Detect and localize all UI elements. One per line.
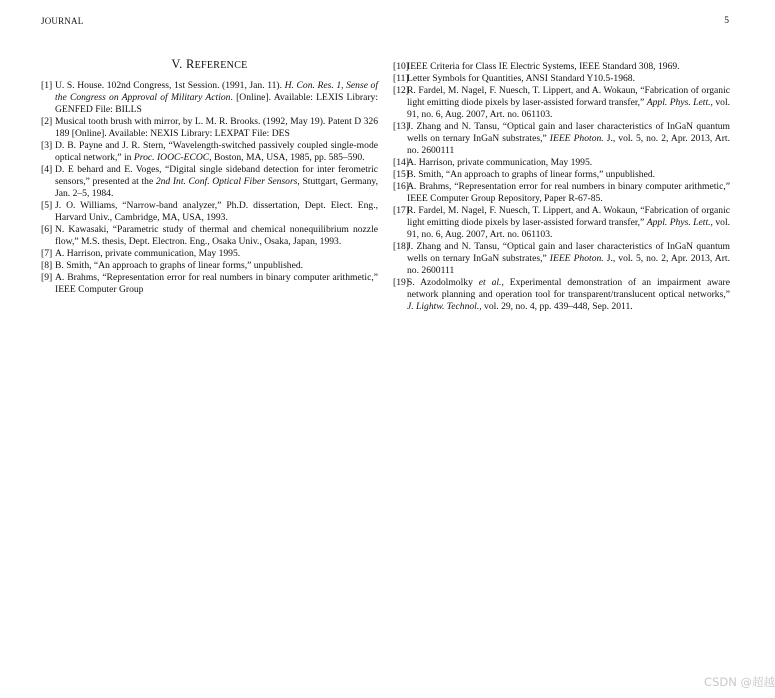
reference-segment: , vol. 29, no. 4, pp. 439–448, Sep. 2011. bbox=[479, 301, 633, 312]
page-number: 5 bbox=[724, 16, 729, 26]
reference-italic: H. Con. Res. 1, Sense of the Congress on Approval of Military Action bbox=[55, 80, 378, 103]
reference-segment: J., vol. 5, no. 2, Apr. 2013, Art. no. 2600111 bbox=[407, 133, 730, 156]
reference-item bbox=[41, 80, 378, 116]
reference-item bbox=[41, 140, 378, 164]
reference-number: [14] bbox=[393, 157, 409, 168]
reference-segment: , vol. 91, no. 6, Aug. 2007, Art. no. 061103. bbox=[407, 97, 731, 120]
reference-number: [1] bbox=[41, 80, 53, 91]
reference-number: [16] bbox=[393, 181, 409, 192]
reference-segment: , Experimental demonstration of an impairment aware network planning and operation tool for transparent/translucent optical networks,” bbox=[407, 277, 730, 300]
reference-item bbox=[41, 116, 378, 140]
watermark: CSDN @超越 bbox=[704, 675, 775, 689]
reference-segment: A. Harrison, private communication, May 1995. bbox=[407, 157, 593, 168]
reference-number: [3] bbox=[41, 140, 53, 151]
reference-number: [18] bbox=[393, 241, 409, 252]
reference-text bbox=[55, 200, 378, 224]
reference-item bbox=[393, 157, 730, 169]
reference-segment: U. S. House. 102nd Congress, 1st Session. (1991, Jan. 11). bbox=[55, 80, 285, 91]
reference-item bbox=[393, 241, 730, 277]
reference-item bbox=[41, 200, 378, 224]
reference-text bbox=[407, 241, 730, 277]
section-initial: R bbox=[185, 57, 195, 71]
reference-item bbox=[393, 121, 730, 157]
reference-number: [2] bbox=[41, 116, 53, 127]
section-title bbox=[41, 58, 378, 72]
reference-item bbox=[41, 248, 378, 260]
reference-list-right bbox=[393, 61, 730, 313]
reference-text bbox=[407, 277, 730, 313]
reference-number: [13] bbox=[393, 121, 409, 132]
reference-number: [17] bbox=[393, 205, 409, 216]
reference-segment: A. Brahms, “Representation error for real numbers in binary computer arithmetic,” IEEE Computer Group bbox=[55, 272, 378, 295]
reference-item bbox=[41, 164, 378, 200]
reference-segment: B. Smith, “An approach to graphs of linear forms,” unpublished. bbox=[55, 260, 304, 271]
reference-segment: S. Azodolmolky bbox=[407, 277, 479, 288]
reference-number: [9] bbox=[41, 272, 53, 283]
reference-item bbox=[393, 61, 730, 73]
reference-segment: Musical tooth brush with mirror, by L. M. R. Brooks. (1992, May 19). Patent D 326 189 [Online]. Available: NEXIS Library: LEXPAT File: DES bbox=[55, 116, 378, 139]
reference-segment: A. Harrison, private communication, May 1995. bbox=[55, 248, 241, 259]
reference-text bbox=[407, 157, 730, 169]
right-column bbox=[393, 61, 730, 313]
reference-number: [11] bbox=[393, 73, 409, 84]
reference-segment: D. B. Payne and J. R. Stern, “Wavelength-switched passively coupled single-mode optical network,” in bbox=[55, 140, 378, 163]
reference-number: [6] bbox=[41, 224, 53, 235]
reference-list-left bbox=[41, 80, 378, 296]
running-head: JOURNAL bbox=[41, 16, 84, 26]
reference-item bbox=[393, 181, 730, 205]
reference-italic: et al. bbox=[478, 277, 502, 288]
reference-italic: IEEE Photon. bbox=[549, 133, 604, 144]
reference-italic: Proc. IOOC-ECOC bbox=[133, 152, 210, 163]
reference-number: [8] bbox=[41, 260, 53, 271]
reference-segment: IEEE Criteria for Class IE Electric Systems, IEEE Standard 308, 1969. bbox=[407, 61, 680, 72]
reference-number: [12] bbox=[393, 85, 409, 96]
reference-segment: , Boston, MA, USA, 1985, pp. 585–590. bbox=[209, 152, 365, 163]
reference-segment: , Stuttgart, Germany, Jan. 2–5, 1984. bbox=[55, 176, 378, 199]
reference-segment: J. O. Williams, “Narrow-band analyzer,” Ph.D. dissertation, Dept. Elect. Eng., Harvard Univ., Cambridge, MA, USA, 1993. bbox=[55, 200, 378, 223]
reference-text bbox=[55, 272, 378, 296]
reference-text bbox=[55, 116, 378, 140]
reference-segment: A. Brahms, “Representation error for real numbers in binary computer arithmetic,” IEEE Computer Group Repository, Paper R-67-85. bbox=[407, 181, 730, 204]
reference-text bbox=[55, 260, 378, 272]
reference-text bbox=[407, 205, 730, 241]
reference-item bbox=[393, 169, 730, 181]
reference-italic: 2nd Int. Conf. Optical Fiber Sensors bbox=[155, 176, 298, 187]
reference-italic: J. Lightw. Technol. bbox=[407, 301, 480, 312]
reference-text bbox=[407, 73, 730, 85]
reference-segment: D. E behard and E. Voges, “Digital single sideband detection for inter ferometric sensors,” presented at the bbox=[55, 164, 378, 187]
reference-italic: IEEE Photon. bbox=[549, 253, 604, 264]
reference-item bbox=[393, 73, 730, 85]
reference-item bbox=[41, 260, 378, 272]
reference-item bbox=[41, 272, 378, 296]
reference-number: [7] bbox=[41, 248, 53, 259]
reference-segment: R. Fardel, M. Nagel, F. Nuesch, T. Lippert, and A. Wokaun, “Fabrication of organic light emitting diode pixels by laser-assisted forward transfer,” bbox=[407, 85, 730, 108]
reference-number: [5] bbox=[41, 200, 53, 211]
reference-text bbox=[55, 224, 378, 248]
reference-number: [10] bbox=[393, 61, 409, 72]
reference-text bbox=[55, 80, 378, 116]
reference-italic: Appl. Phys. Lett. bbox=[646, 217, 711, 228]
reference-item bbox=[393, 85, 730, 121]
reference-text bbox=[407, 85, 730, 121]
reference-segment: B. Smith, “An approach to graphs of linear forms,” unpublished. bbox=[407, 169, 656, 180]
reference-text bbox=[407, 169, 730, 181]
reference-text bbox=[55, 248, 378, 260]
reference-number: [15] bbox=[393, 169, 409, 180]
reference-text bbox=[407, 61, 730, 73]
reference-number: [4] bbox=[41, 164, 53, 175]
section-numeral: V. bbox=[171, 57, 183, 71]
reference-segment: , vol. 91, no. 6, Aug. 2007, Art. no. 061103. bbox=[407, 217, 731, 240]
reference-segment: Letter Symbols for Quantities, ANSI Standard Y10.5-1968. bbox=[407, 73, 636, 84]
reference-item bbox=[393, 277, 730, 313]
reference-number: [19] bbox=[393, 277, 409, 288]
reference-segment: R. Fardel, M. Nagel, F. Nuesch, T. Lippert, and A. Wokaun, “Fabrication of organic light emitting diode pixels by laser-assisted forward transfer,” bbox=[407, 205, 730, 228]
reference-text bbox=[55, 140, 378, 164]
reference-text bbox=[407, 121, 730, 157]
reference-segment: N. Kawasaki, “Parametric study of thermal and chemical nonequilibrium nozzle flow,” M.S. thesis, Dept. Electron. Eng., Osaka Univ., Osaka, Japan, 1993. bbox=[55, 224, 378, 247]
section-rest: EFERENCE bbox=[194, 60, 248, 71]
reference-italic: Appl. Phys. Lett. bbox=[646, 97, 711, 108]
reference-text bbox=[407, 181, 730, 205]
left-column bbox=[41, 58, 378, 296]
reference-text bbox=[55, 164, 378, 200]
reference-segment: J., vol. 5, no. 2, Apr. 2013, Art. no. 2600111 bbox=[407, 253, 730, 276]
reference-item bbox=[41, 224, 378, 248]
reference-item bbox=[393, 205, 730, 241]
reference-segment: J. Zhang and N. Tansu, “Optical gain and laser characteristics of InGaN quantum wells on ternary InGaN substrates,” bbox=[407, 121, 730, 144]
reference-segment: . [Online]. Available: LEXIS Library: GENFED File: BILLS bbox=[55, 92, 378, 115]
reference-segment: J. Zhang and N. Tansu, “Optical gain and laser characteristics of InGaN quantum wells on ternary InGaN substrates,” bbox=[407, 241, 730, 264]
